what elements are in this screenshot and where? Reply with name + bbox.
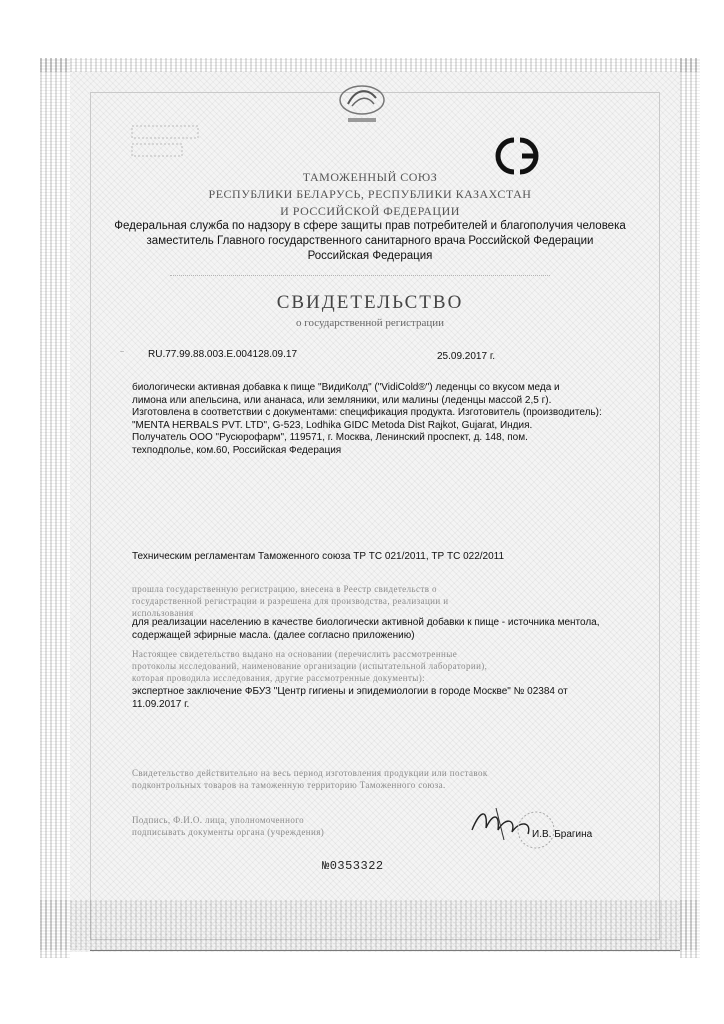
- registration-number: RU.77.99.88.003.E.004128.09.17: [148, 349, 298, 360]
- signer-name: И.В. Брагина: [532, 829, 593, 840]
- expert-conclusion: [132, 686, 632, 711]
- faint-marker: ~: [120, 349, 125, 356]
- faded-validity-statement: [132, 767, 612, 791]
- expert-line2: 11.09.2017 г.: [132, 698, 190, 710]
- faded-registration-statement: [132, 583, 612, 619]
- divider: [170, 275, 550, 276]
- product-line1: биологически активная добавка к пище "ВидиКолд" ("VidiCold®") леденцы со вкусом меда и: [132, 382, 560, 393]
- faded-signatory-line1: Подпись, Ф.И.О. лица, уполномоченного: [132, 815, 304, 825]
- decorative-border-right: [680, 58, 700, 958]
- usage-line1: для реализации населению в качестве биологически активной добавки к пище - источника ментола,: [132, 617, 600, 628]
- faded-basis-line2: протоколы исследований, наименование организации (испытательной лаборатории),: [132, 661, 488, 671]
- document-title: СВИДЕТЕЛЬСТВО: [276, 292, 464, 313]
- agency-block: [100, 219, 640, 264]
- agency-line3: Российская Федерация: [307, 250, 433, 262]
- union-title-line1: ТАМОЖЕННЫЙ СОЮЗ: [302, 170, 438, 184]
- faded-signatory-line2: подписывать документы органа (учреждения): [132, 827, 325, 837]
- faded-basis-line3: которая проводила исследования, другие рассмотренные документы):: [132, 673, 426, 683]
- regulations-text: Техническим регламентам Таможенного союза ТР ТС 021/2011, ТР ТС 022/2011: [132, 551, 505, 562]
- product-line3: Изготовлена в соответствии с документами: спецификация продукта. Изготовитель (производитель):: [132, 407, 602, 418]
- expert-line1: экспертное заключение ФБУЗ "Центр гигиены и эпидемиологии в городе Москве" № 02384 от: [132, 686, 568, 697]
- decorative-border-bottom: [40, 900, 700, 950]
- faded-statement-line2: государственной регистрации и разрешена для производства, реализации и: [132, 596, 449, 606]
- eurasian-emblem-icon: [322, 78, 402, 126]
- product-line4: "MENTA HERBALS PVT. LTD", G-523, Lodhika GIDC Metoda Dist Rajkot, Gujarat, Индия.: [132, 419, 533, 431]
- decorative-border-top: [40, 58, 700, 72]
- bottom-rule: [90, 950, 680, 951]
- usage-line2: содержащей эфирные масла. (далее согласно приложению): [132, 629, 415, 641]
- faded-basis-statement: [132, 648, 612, 684]
- faded-statement-line3: использования: [132, 608, 194, 618]
- serial-number: №0353322: [322, 859, 384, 873]
- faded-validity-line2: подконтрольных товаров на таможенную территорию Таможенного союза.: [132, 780, 446, 790]
- registration-date: 25.09.2017 г.: [437, 351, 496, 362]
- decorative-border-left: [40, 58, 70, 958]
- usage-text: [132, 617, 632, 642]
- product-line2: лимона или апельсина, или ананаса, или земляники, или малины (леденцы массой 2,5 г).: [132, 394, 552, 406]
- faded-basis-line1: Настоящее свидетельство выдано на основании (перечислить рассмотренные: [132, 649, 458, 659]
- product-line6: техподполье, ком.60, Российская Федерация: [132, 444, 342, 456]
- union-title-line2: РЕСПУБЛИКИ БЕЛАРУСЬ, РЕСПУБЛИКИ КАЗАХСТАН: [208, 187, 532, 201]
- agency-line1: Федеральная служба по надзору в сфере защиты прав потребителей и благополучия человека: [114, 220, 626, 232]
- union-title-line3: И РОССИЙСКОЙ ФЕДЕРАЦИИ: [280, 204, 460, 218]
- document-subtitle: о государственной регистрации: [295, 317, 445, 329]
- product-line5: Получатель ООО "Русюрофарм", 119571, г. Москва, Ленинский проспект, д. 148, пом.: [132, 432, 528, 443]
- handwritten-signature-icon: [466, 790, 566, 850]
- faded-signatory-label: [132, 814, 392, 838]
- faded-statement-line1: прошла государственную регистрацию, внесена в Реестр свидетельств о: [132, 584, 437, 594]
- faded-validity-line1: Свидетельство действительно на весь период изготовления продукции или поставок: [132, 768, 488, 778]
- faded-stamp-icon: [130, 122, 200, 162]
- agency-line2: заместитель Главного государственного санитарного врача Российской Федерации: [146, 235, 594, 247]
- product-description: [132, 382, 632, 457]
